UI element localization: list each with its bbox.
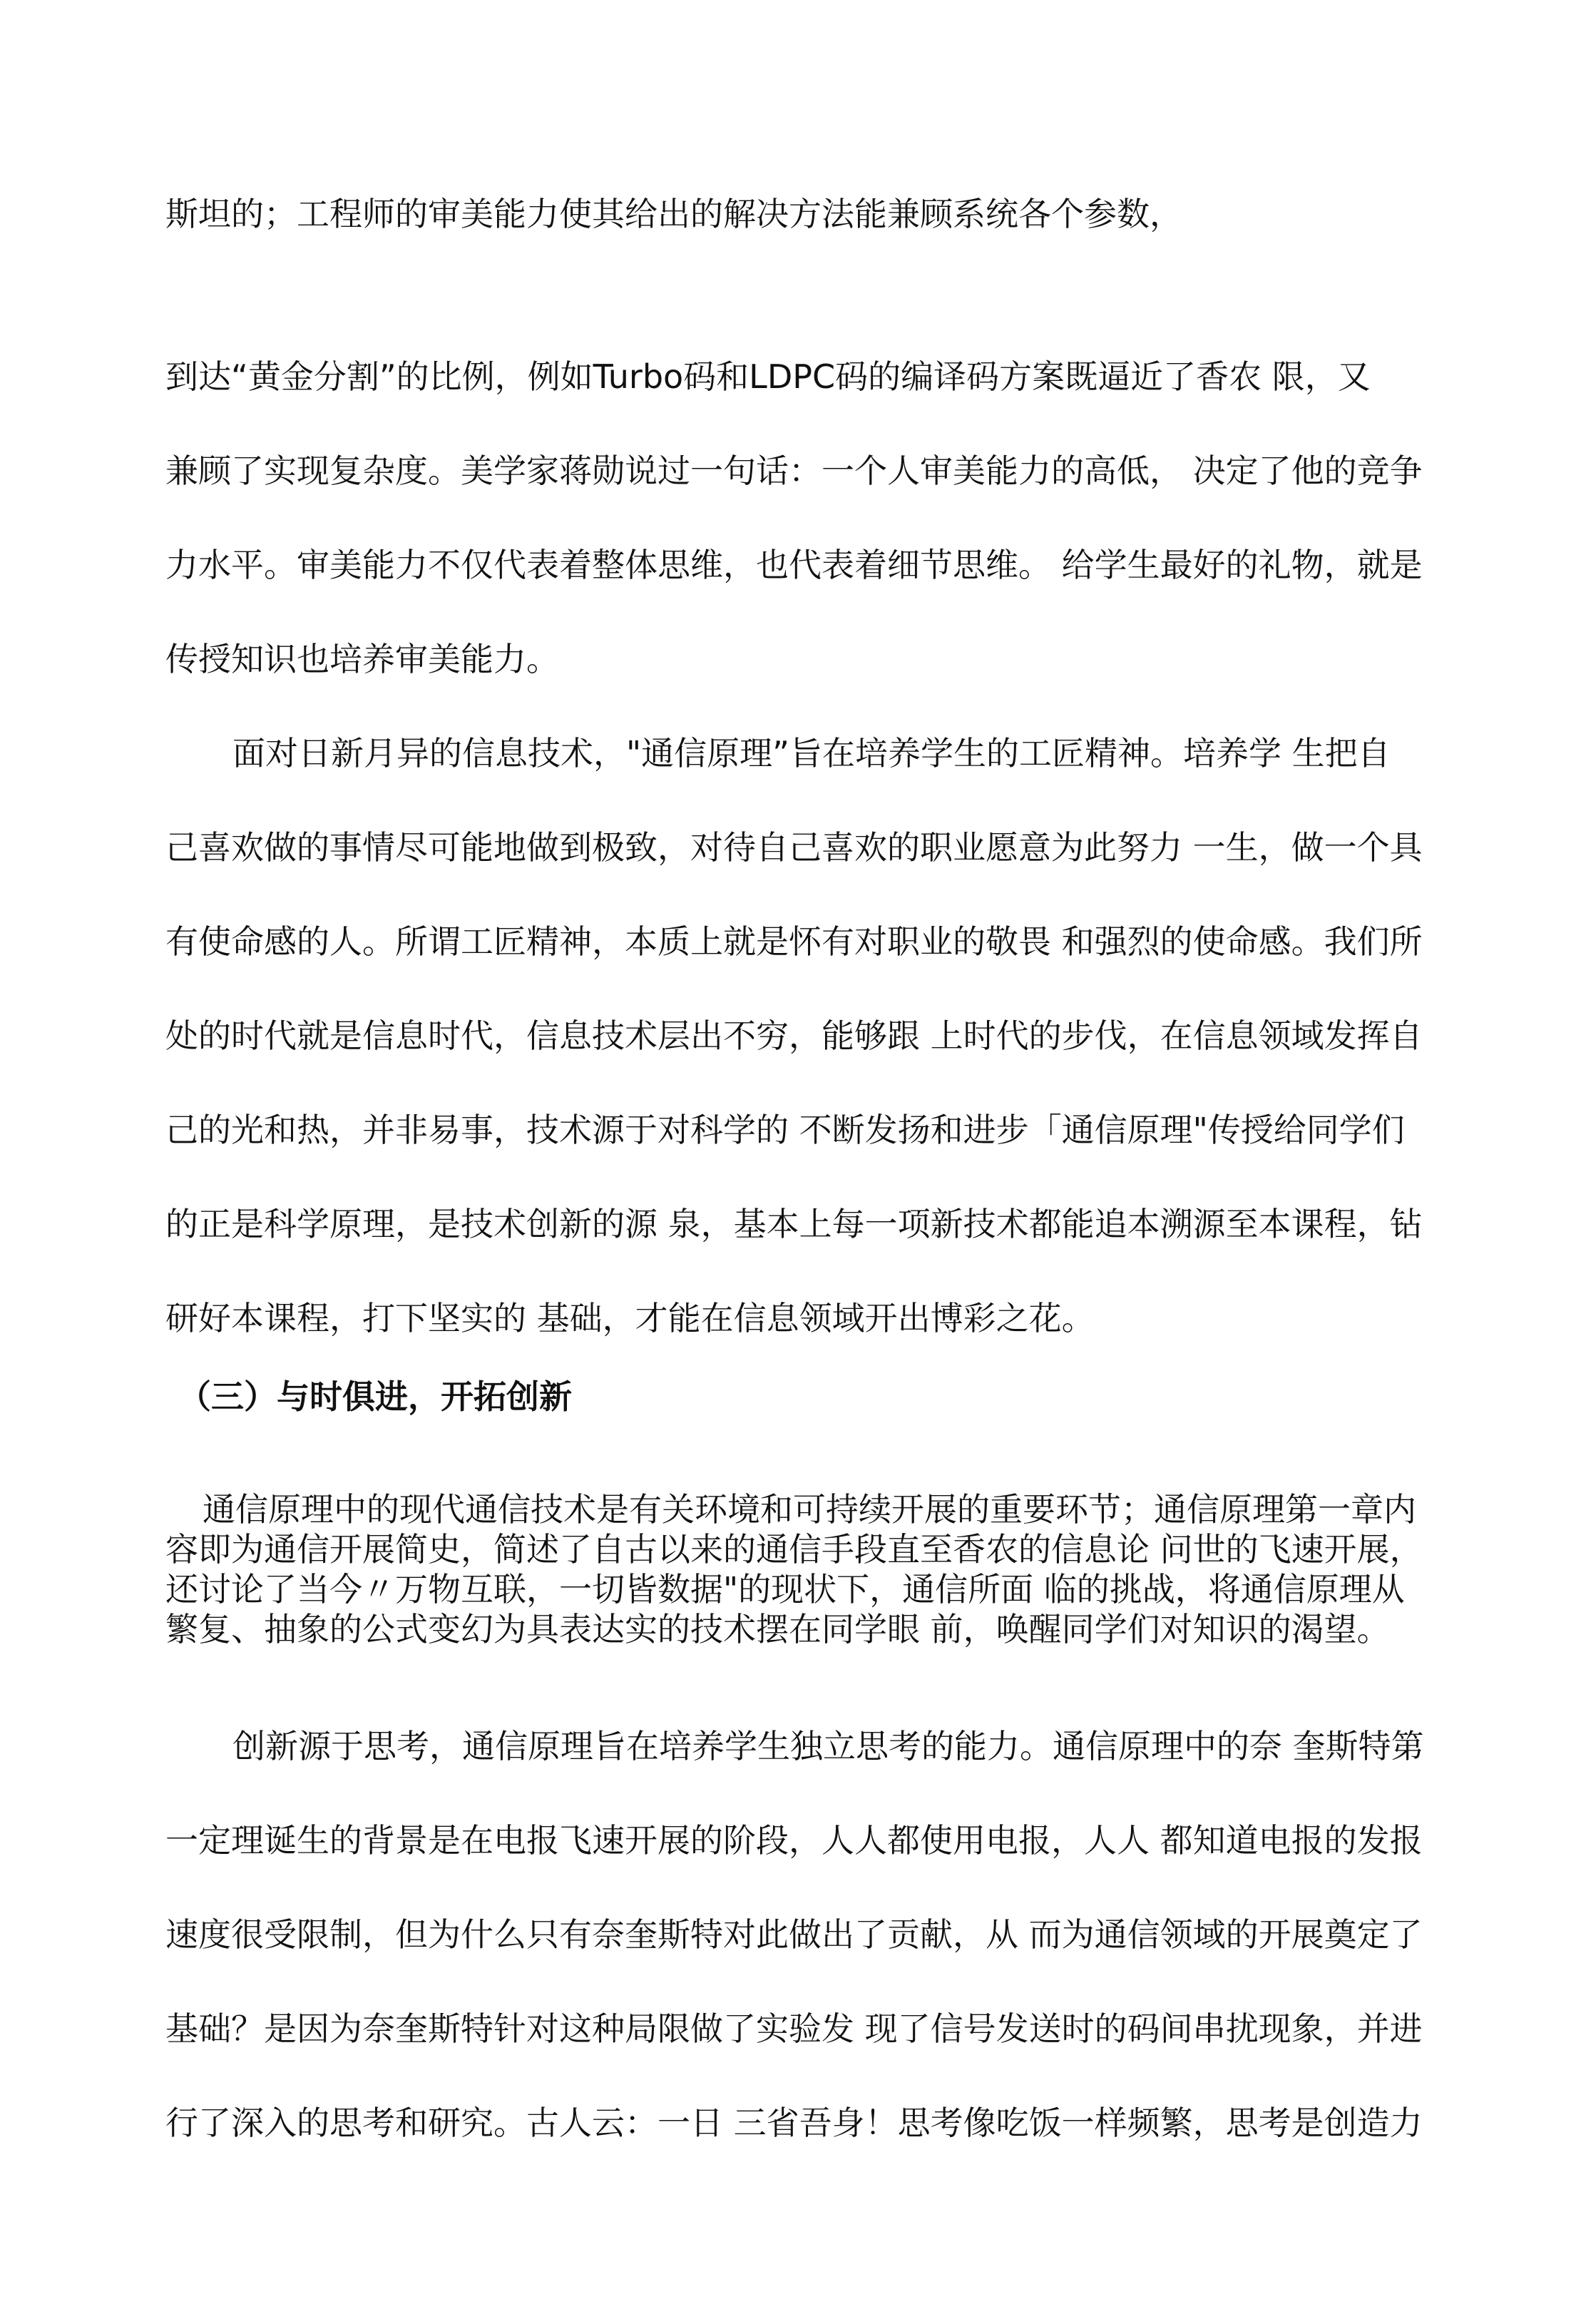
text-line: 基础？是因为奈奎斯特针对这种局限做了实验发 现了信号发送时的码间串扰现象，并进 bbox=[165, 2009, 1423, 2048]
text-line: 到达“黄金分割”的比例，例如Turbo码和LDPC码的编译码方案既逼近了香农 限，又 bbox=[165, 357, 1371, 396]
text-line: 传授知识也培养审美能力。 bbox=[165, 640, 559, 678]
section-heading: （三）与时俱进，开拓创新 bbox=[178, 1377, 572, 1416]
text-line: 速度很受限制，但为什么只有奈奎斯特对此做出了贡献，从 而为通信领域的开展奠定了 bbox=[165, 1915, 1423, 1954]
text-line: 一定理诞生的背景是在电报飞速开展的阶段，人人都使用电报，人人 都知道电报的发报 bbox=[165, 1821, 1423, 1860]
text-line: 的正是科学原理，是技术创新的源 泉，基本上每一项新技术都能追本溯源至本课程，钻 bbox=[165, 1205, 1423, 1243]
text-line: 有使命感的人。所谓工匠精神，本质上就是怀有对职业的敬畏 和强烈的使命感。我们所 bbox=[165, 922, 1423, 961]
text-line: 容即为通信开展简史，简述了自古以来的通信手段直至香农的信息论 问世的飞速开展， bbox=[165, 1530, 1423, 1569]
text-line: 己喜欢做的事情尽可能地做到极致，对待自己喜欢的职业愿意为此努力 一生，做一个具 bbox=[165, 828, 1423, 867]
text-line: 创新源于思考，通信原理旨在培养学生独立思考的能力。通信原理中的奈 奎斯特第 bbox=[232, 1727, 1424, 1765]
text-line: 行了深入的思考和研究。古人云：一日 三省吾身！思考像吃饭一样频繁，思考是创造力 bbox=[165, 2104, 1423, 2142]
text-line: 通信原理中的现代通信技术是有关环境和可持续开展的重要环节；通信原理第一章内 bbox=[203, 1490, 1416, 1529]
text-line: 处的时代就是信息时代，信息技术层出不穷，能够跟 上时代的步伐，在信息领域发挥自 bbox=[165, 1016, 1423, 1055]
text-line: 力水平。审美能力不仅代表着整体思维，也代表着细节思维。 给学生最好的礼物，就是 bbox=[165, 546, 1423, 584]
text-line: 斯坦的；工程师的审美能力使其给出的解决方法能兼顾系统各个参数， bbox=[165, 195, 1182, 233]
text-line: 研好本课程，打下坚实的 基础，才能在信息领域开出博彩之花。 bbox=[165, 1299, 1095, 1337]
text-line: 己的光和热，并非易事，技术源于对科学的 不断发扬和进步「通信原理"传授给同学们 bbox=[165, 1111, 1405, 1149]
text-line: 繁复、抽象的公式变幻为具表达实的技术摆在同学眼 前，唤醒同学们对知识的渴望。 bbox=[165, 1610, 1390, 1648]
text-line: 还讨论了当今〃万物互联，一切皆数据"的现状下，通信所面 临的挑战，将通信原理从 bbox=[165, 1570, 1405, 1609]
text-line: 面对日新月异的信息技术，"通信原理”旨在培养学生的工匠精神。培养学 生把自 bbox=[232, 734, 1391, 773]
text-line: 兼顾了实现复杂度。美学家蒋勋说过一句话：一个人审美能力的高低， 决定了他的竞争 bbox=[165, 452, 1423, 490]
